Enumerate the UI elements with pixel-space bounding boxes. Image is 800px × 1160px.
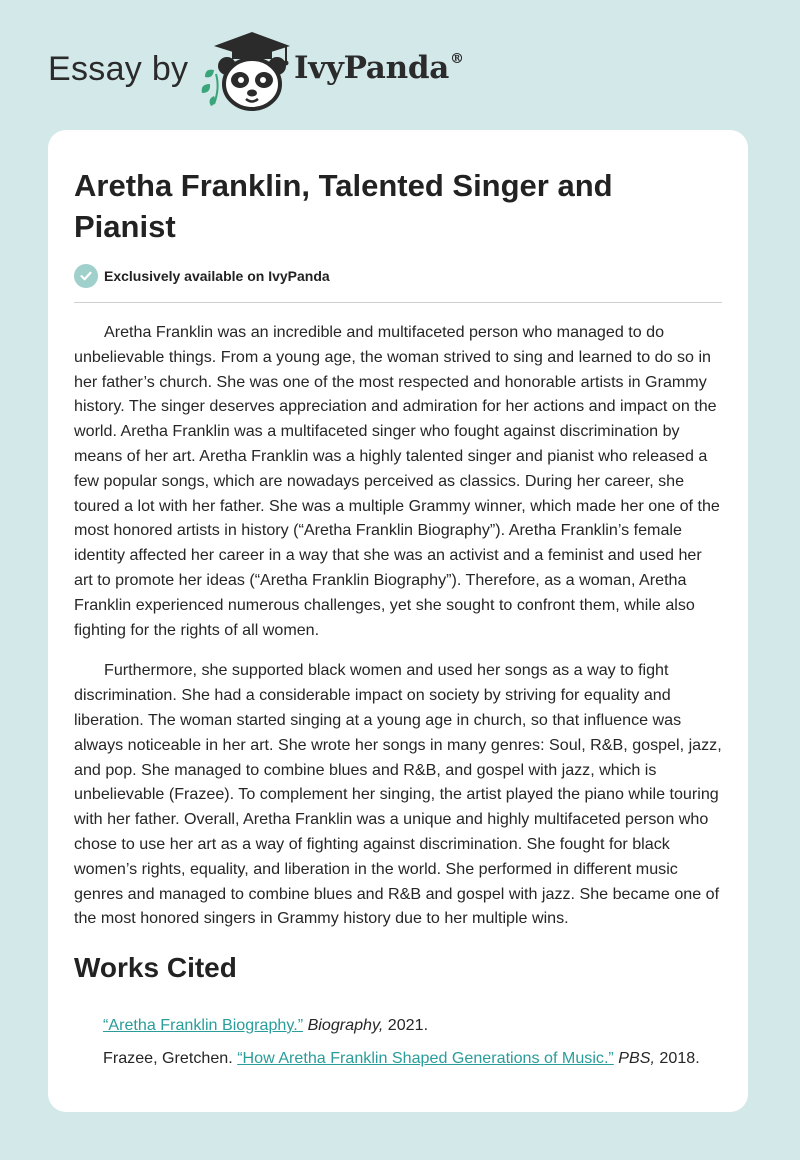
registered-mark: ® xyxy=(450,50,464,67)
essay-card xyxy=(48,130,748,1112)
essay-body xyxy=(74,320,724,947)
works-cited-heading: Works Cited xyxy=(74,952,237,983)
badge-label: Exclusively available on IvyPanda xyxy=(104,268,330,284)
citation-prefix: Frazee, Gretchen. xyxy=(103,1049,238,1067)
citation-item xyxy=(103,1047,723,1069)
citation-source: PBS, xyxy=(618,1049,655,1067)
citation-suffix: 2018. xyxy=(654,1049,700,1067)
check-icon xyxy=(74,264,98,288)
divider xyxy=(74,302,722,303)
citation-source: Biography, xyxy=(307,1016,384,1034)
works-cited-list xyxy=(103,1014,723,1080)
site-header xyxy=(0,0,800,120)
paragraph: Aretha Franklin was an incredible and multifaceted person who managed to do unbelievable things. From a young age, the woman strived to sing and learned to do so in her father’s church. She was one of the most respected and honorable artists in Grammy history. The singer deserves appreciation and admiration for her actions and impact on the world. Aretha Franklin was a multifaceted singer who fought against discrimination by means of her art. Aretha Franklin was a highly talented singer and pianist who released a few popular songs, which are nowadays perceived as classics. During her career, she toured a lot with her father. She was a multiple Grammy winner, which made her one of the most honored artists in history (“Aretha Franklin Biography”). Aretha Franklin’s female identity affected her career in a way that she was an activist and a feminist and used her art to promote her ideas (“Aretha Franklin Biography”). Therefore, as a woman, Aretha Franklin experienced numerous challenges, yet she sought to confront them, while also fighting for the rights of all women. xyxy=(74,323,720,639)
brand-text: IvyPanda xyxy=(294,50,449,86)
essay-title: Aretha Franklin, Talented Singer and Pianist xyxy=(74,168,613,244)
exclusive-badge xyxy=(74,264,330,288)
citation-item xyxy=(103,1014,723,1036)
citation-suffix: 2021. xyxy=(383,1016,429,1034)
brand-name[interactable] xyxy=(294,50,464,86)
panda-logo-icon[interactable] xyxy=(196,30,296,112)
paragraph: Furthermore, she supported black women and used her songs as a way to fight discrimination. She had a considerable impact on society by striving for equality and liberation. The woman started singing at a young age in church, so that influence was always noticeable in her art. She wrote her songs in many genres: Soul, R&B, gospel, jazz, and pop. She managed to combine blues and R&B, and gospel with jazz, which is unbelievable (Frazee). To complement her singing, the artist played the piano while touring with her father. Overall, Aretha Franklin was a unique and highly multifaceted person who chose to use her art as a way of fighting against discrimination. She fought for black women’s rights, equality, and liberation in the world. She performed in different music genres and managed to combine blues and R&B and gospel with jazz. She became one of the most honored singers in Grammy history due to her multiple wins. xyxy=(74,661,722,928)
essay-by-label: Essay by xyxy=(48,50,189,88)
citation-link[interactable]: “Aretha Franklin Biography.” xyxy=(103,1016,304,1034)
citation-link[interactable]: “How Aretha Franklin Shaped Generations of Music.” xyxy=(237,1049,614,1067)
